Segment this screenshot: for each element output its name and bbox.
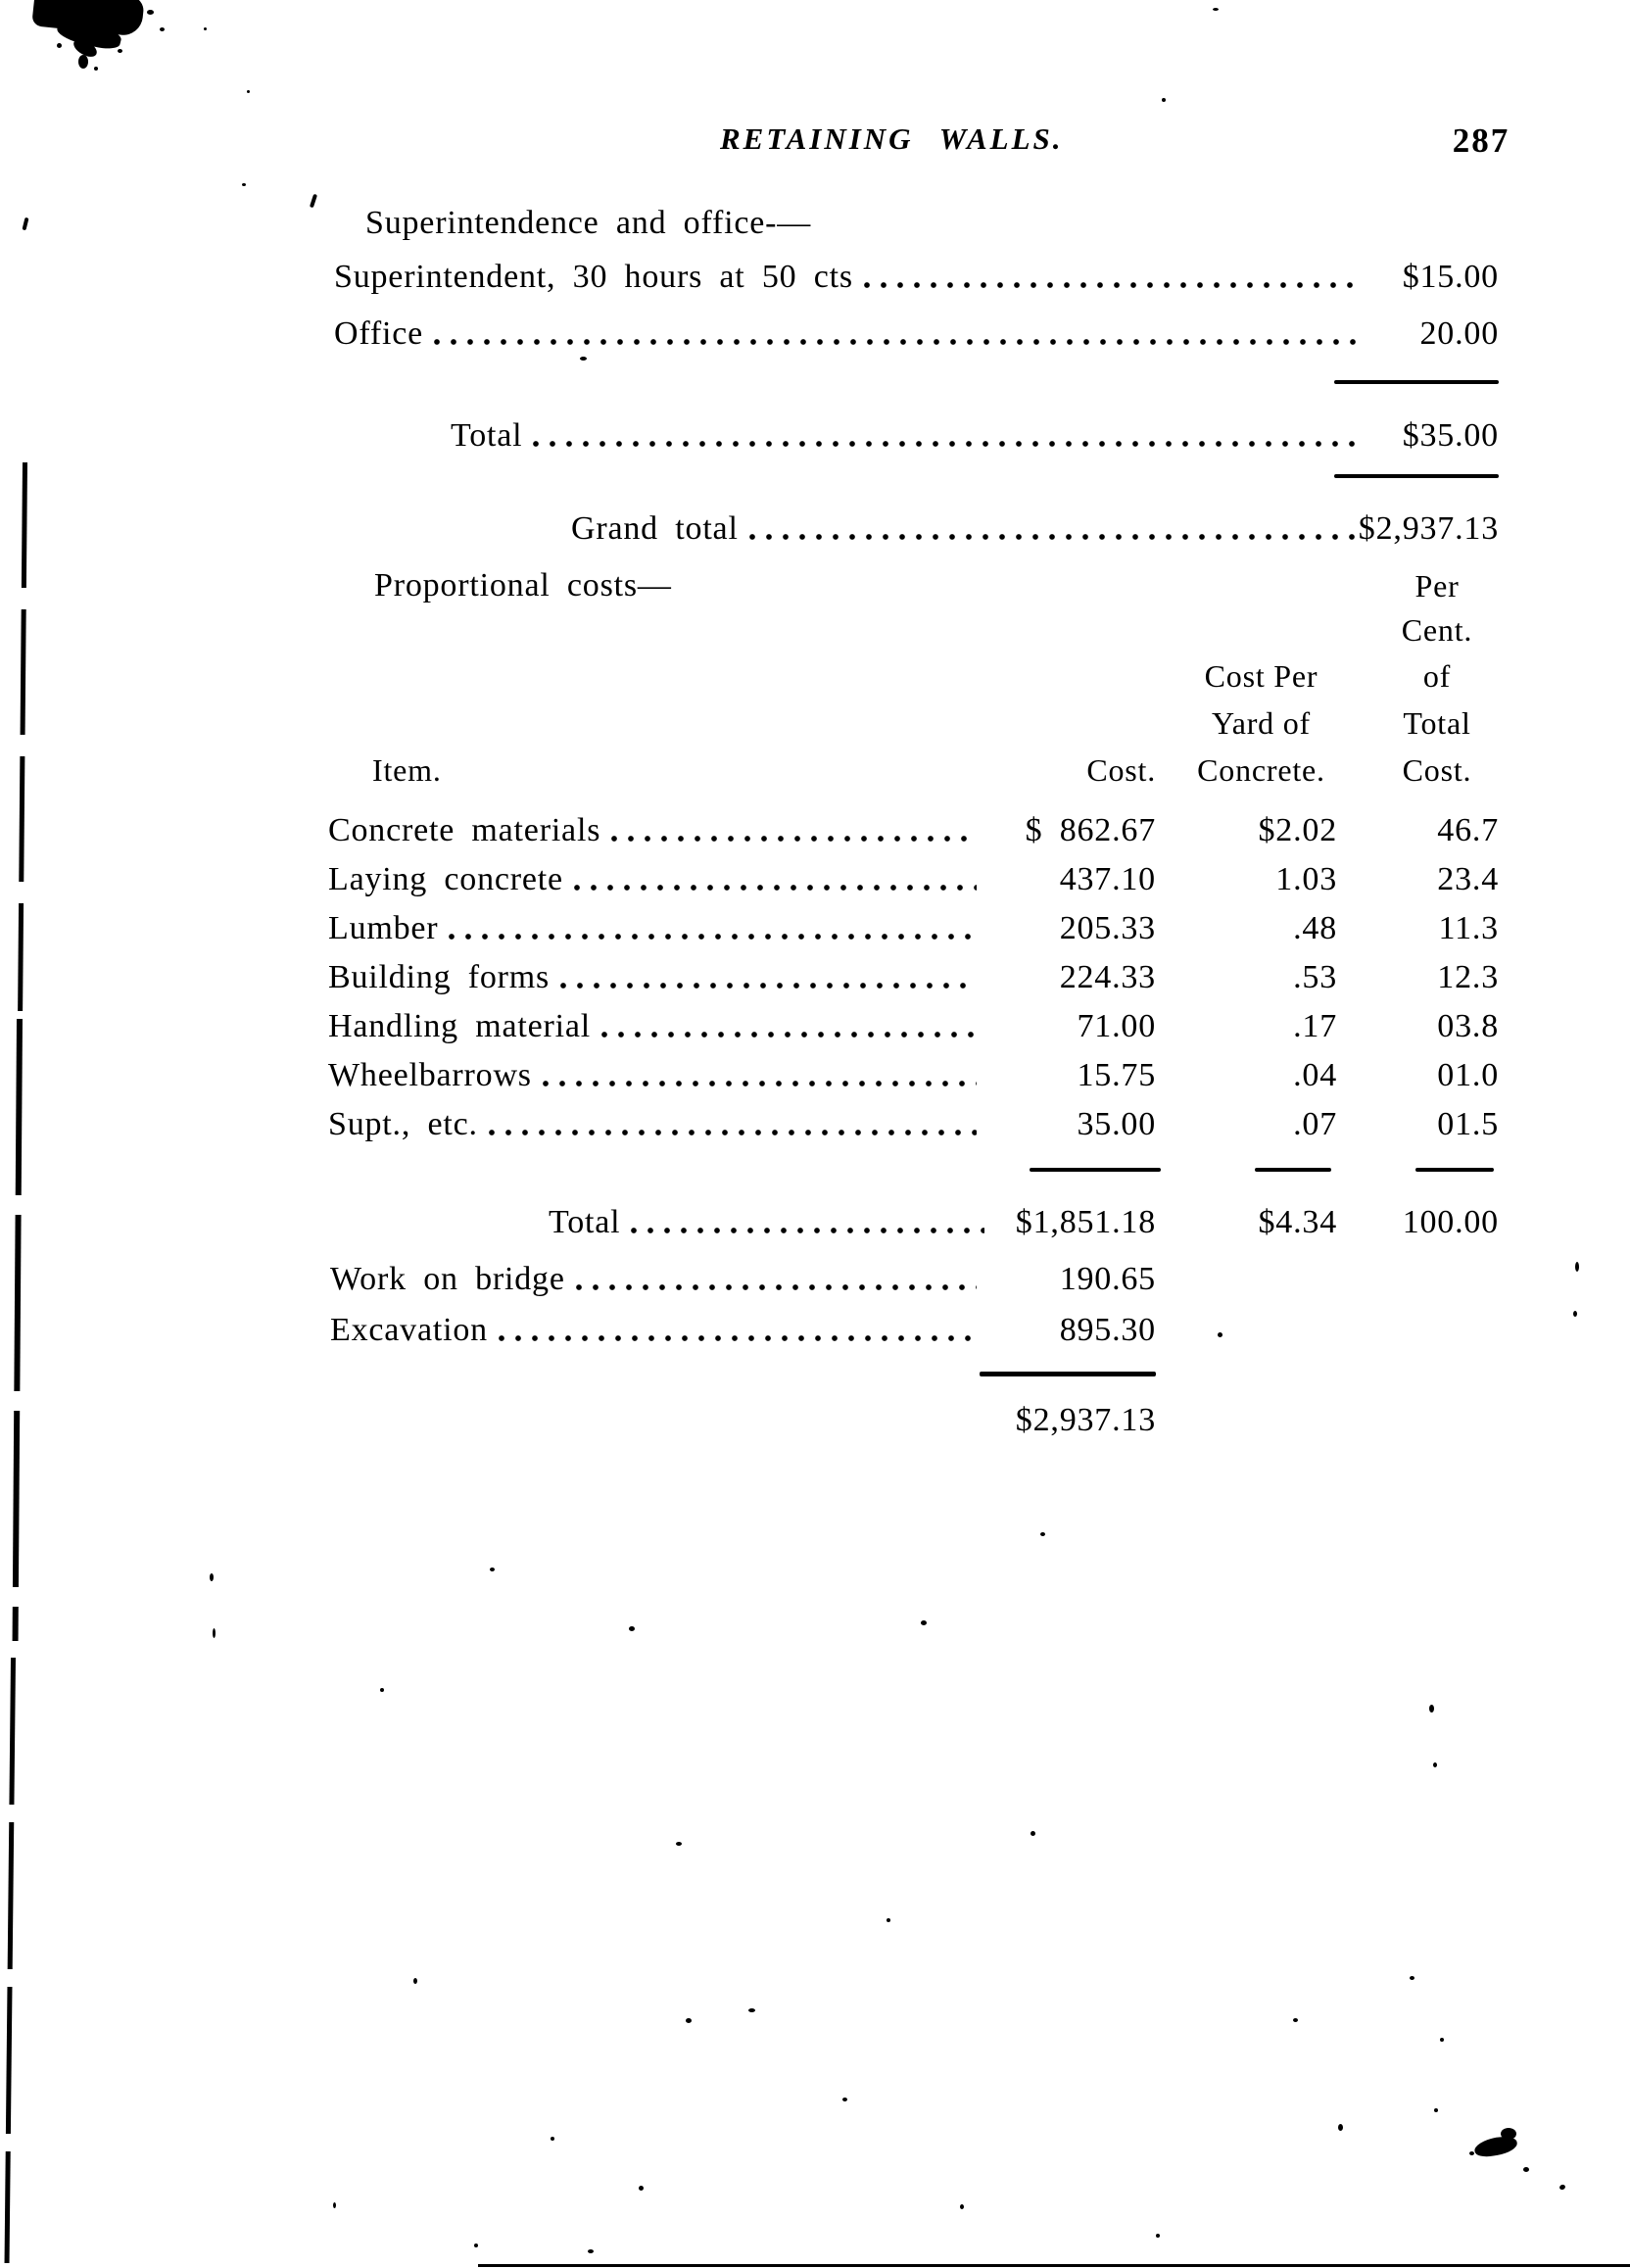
- ink-speck: [147, 10, 154, 15]
- ink-speck: [310, 194, 317, 209]
- row-item: Laying concrete: [328, 861, 563, 897]
- ink-speck: [551, 2137, 554, 2141]
- row-per-cent: 23.4: [1437, 861, 1499, 897]
- row-cost: 224.33: [1059, 959, 1156, 995]
- ink-speck: [118, 49, 122, 53]
- cpy-header-line1: Cost Per: [1204, 658, 1318, 694]
- row-cost-per-yard: .07: [1293, 1106, 1337, 1142]
- ink-speck: [580, 357, 587, 361]
- page-number: 287: [1452, 121, 1510, 160]
- ink-speck: [94, 67, 98, 71]
- row-per-cent: 12.3: [1437, 959, 1499, 995]
- ink-speck: [490, 1568, 495, 1571]
- page-gutter-line: [13, 1019, 23, 1641]
- ink-speck: [1293, 2018, 1298, 2022]
- row-item: Concrete materials: [328, 812, 601, 848]
- cost-line: [334, 258, 1499, 297]
- row-item: Work on bridge: [330, 1261, 565, 1297]
- ink-speck: [22, 217, 28, 231]
- row-item: Supt., etc.: [328, 1106, 478, 1142]
- cost-line-label: Superintendent, 30 hours at 50 cts: [334, 259, 853, 295]
- sum-rule: [980, 1372, 1156, 1376]
- row-cost-per-yard: 1.03: [1275, 861, 1337, 897]
- ink-blot: [78, 55, 88, 69]
- dot-leader: [488, 1127, 977, 1138]
- ink-speck: [204, 27, 207, 30]
- row-cost-per-yard: .53: [1293, 959, 1337, 995]
- dot-leader: [532, 438, 1364, 450]
- total-label: Total: [549, 1204, 621, 1240]
- dot-leader: [573, 882, 977, 893]
- row-item: Handling material: [328, 1008, 592, 1044]
- total-per-cent: 100.00: [1402, 1204, 1499, 1240]
- ink-speck: [210, 1573, 214, 1581]
- row-cost-per-yard: .17: [1293, 1008, 1337, 1044]
- page-gutter-line: [18, 462, 27, 1011]
- dot-leader: [863, 279, 1364, 291]
- total-value: $35.00: [1402, 417, 1499, 454]
- ink-speck: [588, 2249, 594, 2253]
- dot-leader: [748, 531, 1359, 543]
- ink-speck: [474, 2244, 478, 2247]
- cost-line-value: $15.00: [1402, 259, 1499, 295]
- ink-speck: [639, 2186, 644, 2191]
- sum-rule: [1415, 1168, 1494, 1172]
- pct-header-line2: Cent.: [1401, 612, 1473, 648]
- ink-speck: [1031, 1831, 1035, 1836]
- grand-total-label: Grand total: [571, 510, 739, 547]
- dot-leader: [630, 1225, 984, 1236]
- dot-leader: [433, 336, 1364, 348]
- table-total-row: [549, 1203, 1499, 1242]
- ink-blot: [1501, 2128, 1516, 2140]
- item-header: Item.: [372, 752, 442, 788]
- ink-speck: [213, 1628, 216, 1638]
- row-cost-per-yard: .04: [1293, 1057, 1337, 1093]
- grand-total-value: $2,937.13: [1358, 510, 1499, 547]
- table-row: [328, 860, 1499, 899]
- row-item: Lumber: [328, 910, 439, 946]
- table-row: [328, 1007, 1499, 1046]
- dot-leader: [542, 1078, 977, 1089]
- ink-speck: [247, 90, 250, 93]
- cost-line: [334, 314, 1499, 354]
- row-cost: 205.33: [1059, 910, 1156, 946]
- row-cost: 15.75: [1077, 1057, 1156, 1093]
- sum-rule: [1255, 1168, 1331, 1172]
- page-gutter-line: [5, 1658, 16, 2263]
- dot-leader: [498, 1332, 977, 1344]
- ink-speck: [242, 183, 246, 186]
- ink-speck: [1440, 2038, 1444, 2042]
- ink-speck: [1523, 2167, 1529, 2172]
- proportional-heading: Proportional costs—: [374, 567, 672, 603]
- dot-leader: [559, 980, 977, 991]
- ink-speck: [842, 2098, 847, 2101]
- total-cost-per-yard: $4.34: [1258, 1204, 1337, 1240]
- dot-leader: [610, 833, 977, 844]
- total-line: [451, 416, 1499, 456]
- page-title: RETAINING WALLS.: [720, 121, 1064, 156]
- row-cost: 437.10: [1059, 861, 1156, 897]
- row-per-cent: 01.0: [1437, 1057, 1499, 1093]
- row-cost: 71.00: [1077, 1008, 1156, 1044]
- section-heading: Superintendence and office-—: [365, 205, 812, 241]
- grand-total-line: [571, 509, 1499, 549]
- ink-speck: [629, 1626, 635, 1631]
- ink-speck: [1434, 2108, 1438, 2112]
- ink-speck: [676, 1842, 682, 1846]
- row-per-cent: 03.8: [1437, 1008, 1499, 1044]
- ink-speck: [1156, 2234, 1160, 2238]
- ink-speck: [1162, 98, 1166, 102]
- dot-leader: [600, 1029, 977, 1040]
- row-per-cent: 01.5: [1437, 1106, 1499, 1142]
- total-cost: $1,851.18: [1015, 1204, 1156, 1240]
- row-item: Building forms: [328, 959, 551, 995]
- row-per-cent: 46.7: [1437, 812, 1499, 848]
- ink-speck: [960, 2204, 964, 2209]
- table-grand-total: $2,937.13: [1015, 1402, 1156, 1438]
- pct-header-line4: Total: [1403, 705, 1471, 741]
- row-cost: 895.30: [1059, 1312, 1156, 1348]
- ink-speck: [1218, 1332, 1222, 1337]
- cost-line-value: 20.00: [1419, 315, 1499, 352]
- cost-line-label: Office: [334, 315, 424, 352]
- pct-header-line1: Per: [1414, 568, 1460, 603]
- ink-speck: [160, 27, 165, 31]
- ink-speck: [748, 2008, 755, 2012]
- pct-header-line5: Cost.: [1402, 752, 1472, 788]
- table-row: [328, 909, 1499, 948]
- row-per-cent: 11.3: [1438, 910, 1499, 946]
- ink-speck: [1410, 1976, 1414, 1980]
- ink-speck: [887, 1918, 890, 1922]
- table-row: [330, 1311, 1499, 1350]
- dot-leader: [448, 931, 977, 942]
- table-row: [328, 958, 1499, 997]
- table-row: [328, 1105, 1499, 1144]
- ink-speck: [1338, 2124, 1343, 2131]
- page-edge-line: [478, 2264, 1630, 2267]
- row-cost: 190.65: [1059, 1261, 1156, 1297]
- table-row: [330, 1260, 1499, 1299]
- ink-speck: [1433, 1762, 1437, 1767]
- pct-header-line3: of: [1422, 658, 1452, 694]
- row-item: Wheelbarrows: [328, 1057, 532, 1093]
- ink-speck: [413, 1978, 417, 1984]
- ink-speck: [1573, 1311, 1577, 1317]
- ink-speck: [1558, 2184, 1565, 2191]
- row-cost-per-yard: $2.02: [1258, 812, 1337, 848]
- row-cost: $ 862.67: [1025, 812, 1156, 848]
- row-item: Excavation: [330, 1312, 488, 1348]
- ink-speck: [1575, 1262, 1579, 1272]
- ink-speck: [1040, 1532, 1045, 1536]
- ink-speck: [1213, 8, 1219, 11]
- total-label: Total: [451, 417, 523, 454]
- sum-rule: [1030, 1168, 1161, 1172]
- cpy-header-line3: Concrete.: [1197, 752, 1325, 788]
- sum-rule: [1334, 474, 1499, 478]
- ink-speck: [1429, 1705, 1434, 1713]
- table-row: [328, 1056, 1499, 1095]
- row-cost-per-yard: .48: [1293, 910, 1337, 946]
- ink-speck: [333, 2202, 336, 2208]
- cost-header: Cost.: [1086, 752, 1156, 788]
- sum-rule: [1334, 380, 1499, 384]
- ink-speck: [1469, 2151, 1474, 2155]
- ink-speck: [686, 2018, 692, 2023]
- table-row: [328, 811, 1499, 850]
- row-cost: 35.00: [1077, 1106, 1156, 1142]
- ink-speck: [57, 43, 62, 48]
- ink-speck: [921, 1620, 927, 1625]
- cpy-header-line2: Yard of: [1211, 705, 1312, 741]
- dot-leader: [575, 1281, 977, 1293]
- ink-speck: [380, 1688, 384, 1692]
